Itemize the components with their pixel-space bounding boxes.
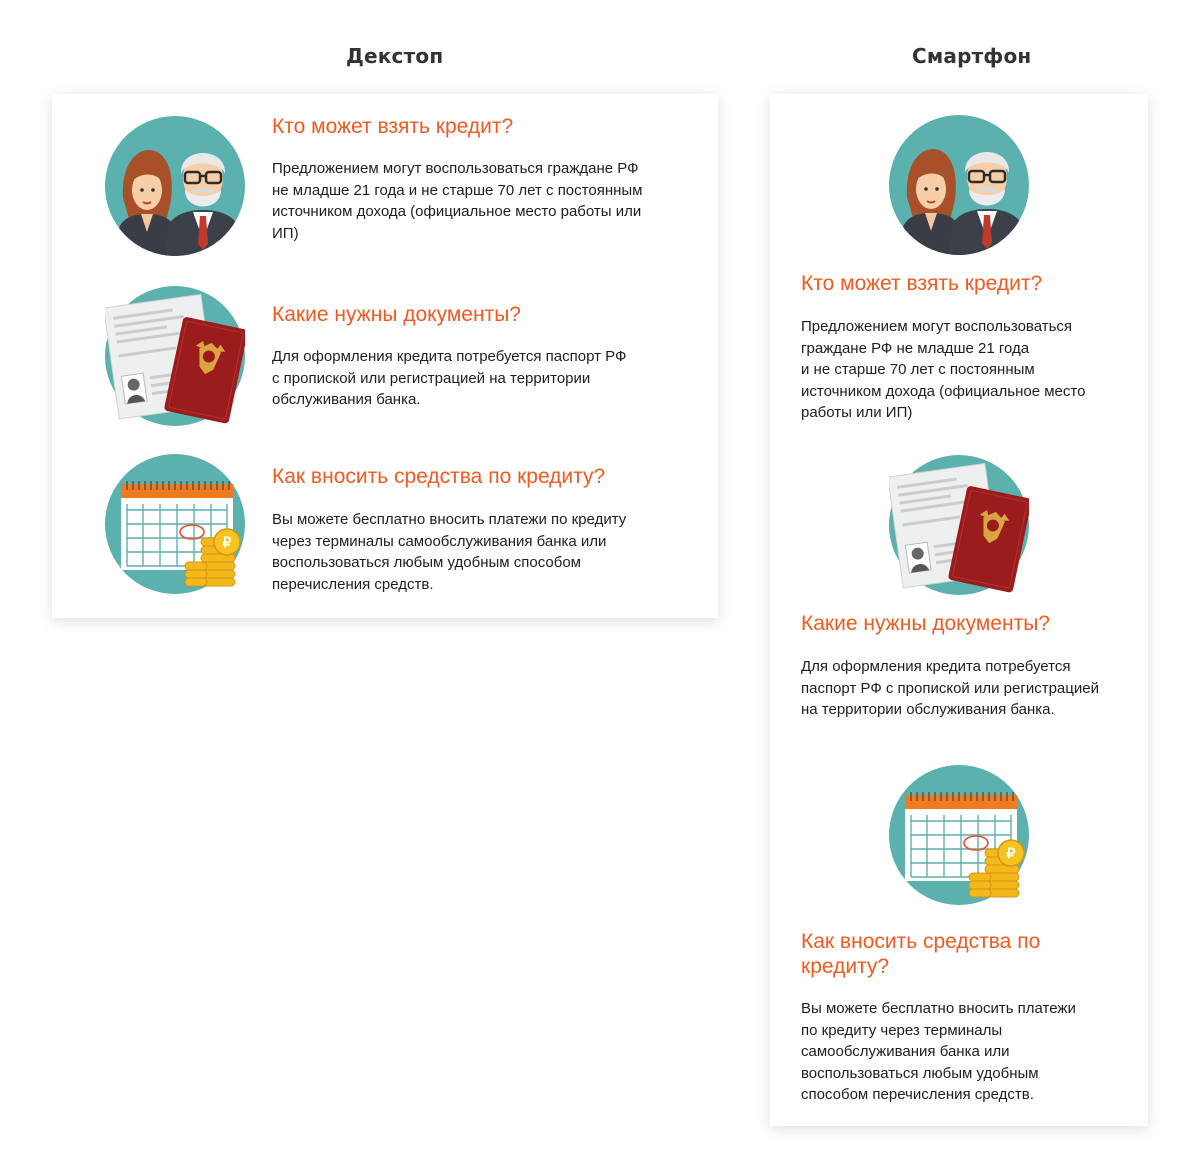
people-icon [889, 115, 1029, 255]
desktop-title-pay: Как вносить средства по кредиту? [272, 465, 606, 488]
mobile-title-docs: Какие нужны документы? [801, 612, 1050, 635]
mobile-card [770, 94, 1148, 1126]
mobile-label: Смартфон [912, 44, 1032, 68]
passport-icon [889, 455, 1029, 595]
passport-icon [105, 286, 245, 426]
mobile-title-who: Кто может взять кредит? [801, 272, 1043, 295]
calendar-coins-icon [105, 454, 245, 594]
desktop-title-who: Кто может взять кредит? [272, 115, 514, 138]
mobile-text-who: Предложением могут воспользоваться граждане РФ не младше 21 года и не старше 70 лет с постоянным источником дохода (официальное место работы или ИП) [801, 318, 1086, 421]
desktop-text-pay: Вы можете бесплатно вносить платежи по кредиту через терминалы самообслуживания банка или воспользоваться любым удобным способом перечисления средств. [272, 511, 627, 593]
desktop-label: Декстоп [346, 44, 444, 68]
desktop-text-docs: Для оформления кредита потребуется паспорт РФ с пропиской или регистрацией на территории обслуживания банка. [272, 348, 627, 408]
desktop-text-who: Предложением могут воспользоваться граждане РФ не младше 21 года и не старше 70 лет с постоянным источником дохода (официальное место работы или ИП) [272, 160, 643, 242]
mobile-text-docs: Для оформления кредита потребуется паспорт РФ с пропиской или регистрацией на территории обслуживания банка. [801, 658, 1099, 718]
mobile-title-pay: Как вносить средства по кредиту? [801, 930, 1041, 978]
desktop-title-docs: Какие нужны документы? [272, 303, 521, 326]
people-icon [105, 116, 245, 256]
desktop-card [52, 94, 718, 618]
calendar-coins-icon [889, 765, 1029, 905]
mobile-text-pay: Вы можете бесплатно вносить платежи по кредиту через терминалы самообслуживания банка или воспользоваться любым удобным способом перечисления средств. [801, 1000, 1076, 1103]
